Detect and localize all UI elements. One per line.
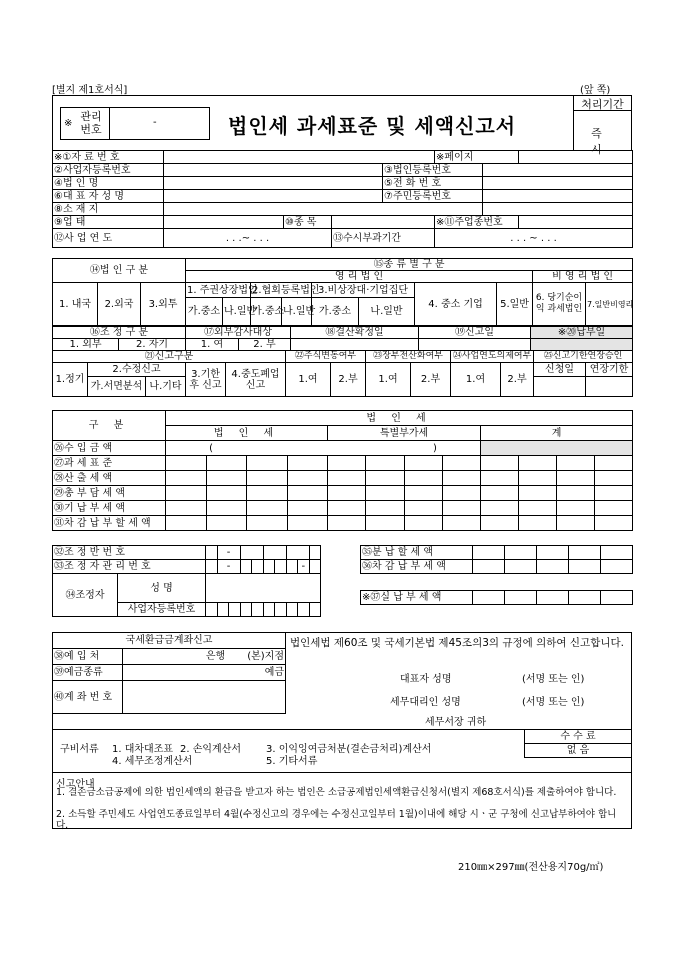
occasional-period-field[interactable]: . . . ~ . . . (435, 229, 633, 248)
label: ㉟분 납 할 세 액 (361, 546, 473, 560)
business-type-field[interactable] (164, 216, 284, 229)
amount-cell[interactable] (366, 501, 404, 516)
label: ※㊲실 납 부 세 액 (361, 591, 473, 605)
notice-item: 1. 결손금소급공제에 의한 법인세액의 환급을 받고자 하는 법인은 소급공제법인세액환급신청서(별지 제68호서식)를 제출하여야 합니다. (56, 787, 617, 798)
agent-signature-label: 세무대리인 성명 (390, 697, 461, 708)
option[interactable]: 가.중소 (186, 298, 223, 326)
option-late[interactable]: 3.기한후 신고 (186, 363, 226, 397)
option[interactable]: 가.중소 (251, 298, 282, 326)
option-nonprofit-general[interactable]: 7.일반비영리 (586, 283, 633, 326)
address-field[interactable] (164, 203, 483, 216)
label: ㉖수 입 금 액 (53, 441, 166, 456)
amount-cell[interactable] (328, 486, 366, 501)
business-reg-field[interactable] (164, 164, 383, 177)
paren: ( (209, 442, 213, 454)
amount-cell[interactable] (328, 516, 366, 531)
amount-cell[interactable] (442, 501, 480, 516)
option[interactable]: 1.여 (366, 363, 411, 397)
amount-cell[interactable] (481, 501, 519, 516)
label: ㉞조정자 (53, 574, 118, 617)
label: ㉕신고기한연장승인 (534, 351, 633, 363)
option-written[interactable]: 가.서면분석 (88, 377, 146, 397)
adjuster-name-field[interactable] (206, 574, 321, 603)
label: ㉝조 정 자 관 리 번 호 (53, 560, 206, 574)
amount-cell[interactable] (595, 486, 633, 501)
label: ㊴예금종류 (53, 665, 123, 681)
label: ㊵계 좌 번 호 (53, 681, 123, 714)
label: ㉚기 납 부 세 액 (53, 501, 166, 516)
amount-cell[interactable] (206, 486, 247, 501)
amount-cell[interactable] (206, 471, 247, 486)
amount-cell[interactable] (557, 516, 595, 531)
amount-cell[interactable] (247, 471, 288, 486)
option[interactable]: 1. 여 (186, 339, 239, 351)
amount-cell[interactable] (247, 501, 288, 516)
label: ㉛차 감 납 부 할 세 액 (53, 516, 166, 531)
amount-cell[interactable] (404, 501, 442, 516)
installment-table (360, 545, 633, 574)
amount-cell[interactable] (247, 516, 288, 531)
label: ⑧소 재 지 (53, 203, 164, 216)
amount-cell[interactable] (166, 471, 207, 486)
label: ㉗과 세 표 준 (53, 456, 166, 471)
doc-item: 5. 기타서류 (266, 756, 318, 767)
label: 구 분 (53, 411, 166, 441)
bank-field[interactable] (123, 649, 286, 665)
amount-cell[interactable] (481, 516, 519, 531)
amount-cell[interactable] (366, 471, 404, 486)
label: 비 영 리 법 인 (533, 271, 633, 283)
amount-cell[interactable] (328, 501, 366, 516)
option[interactable]: 나.일반 (282, 298, 312, 326)
phone-field[interactable] (483, 177, 633, 190)
option-domestic[interactable]: 1. 내국 (53, 283, 98, 326)
label: ㊳예 입 처 (53, 649, 123, 665)
amount-cell[interactable] (442, 471, 480, 486)
amount-cell[interactable] (442, 456, 480, 471)
label: ⑮종 류 별 구 분 (186, 259, 633, 271)
label: ⑲신고일 (419, 327, 531, 339)
branch-unit: (본)지점 (247, 651, 285, 662)
amount-cell[interactable] (404, 516, 442, 531)
item-field[interactable] (332, 216, 435, 229)
bank-unit: 은행 (205, 651, 226, 662)
classification-table (52, 258, 633, 326)
label: ㉒주식변동여부 (286, 351, 366, 363)
label: ※페이지 (435, 151, 519, 164)
mark: ※ (64, 118, 73, 129)
amount-cell[interactable] (287, 471, 328, 486)
label: ⑨업 태 (53, 216, 164, 229)
amount-cell[interactable] (442, 516, 480, 531)
option[interactable]: 나.일반 (359, 298, 415, 326)
actual-pay-table (360, 590, 633, 605)
amount-cell[interactable] (557, 486, 595, 501)
amount-cell[interactable] (557, 456, 595, 471)
label: 성 명 (118, 574, 206, 603)
paper-spec: 210㎜×297㎜(전산용지70g/㎡) (458, 862, 604, 873)
label: 계 (481, 426, 633, 441)
label: 2.협회등록법인 (252, 284, 320, 296)
option[interactable]: 나.일반 (223, 298, 251, 326)
tax-amount-table (52, 410, 633, 531)
label: ②사업자등록번호 (53, 164, 164, 177)
rep-sign-mark: (서명 또는 인) (522, 674, 585, 685)
table-row (53, 516, 633, 531)
dash: - (217, 560, 240, 574)
amount-cell[interactable] (595, 501, 633, 516)
page-field[interactable] (519, 151, 633, 164)
amount-cell[interactable] (519, 471, 557, 486)
label: ※⑳납부일 (531, 327, 633, 339)
doc-item: 1. 대차대조표 (112, 744, 174, 755)
settle-date-field[interactable] (291, 339, 419, 351)
amount-cell[interactable] (595, 456, 633, 471)
amount-cell[interactable] (287, 501, 328, 516)
form-title: 법인세 과세표준 및 세액신고서 (228, 114, 517, 138)
fee-label: 수 수 료 (525, 730, 632, 744)
report-date-field[interactable] (419, 339, 531, 351)
label: 신청일 (534, 363, 586, 377)
option[interactable]: 2.부 (331, 363, 366, 397)
revenue-total (481, 441, 633, 456)
option-closure[interactable]: 4.중도폐업 신고 (226, 363, 286, 397)
label: ※①자 료 번 호 (53, 151, 164, 164)
account-number-field[interactable] (123, 681, 286, 714)
option[interactable]: 가.중소 (312, 298, 359, 326)
table-row (53, 501, 633, 516)
label: ⑱결산확정일 (291, 327, 419, 339)
label: 연장기한 (586, 363, 633, 377)
corp-reg-field[interactable] (483, 164, 633, 177)
amount-cell[interactable] (247, 486, 288, 501)
corp-name-field[interactable] (164, 177, 383, 190)
label: 특별부가세 (328, 426, 481, 441)
amount-cell[interactable] (328, 471, 366, 486)
revenue-field[interactable] (166, 441, 481, 456)
processing-period (573, 96, 631, 156)
label: ⑰외부감사대상 (186, 327, 291, 339)
address-field-2[interactable] (483, 203, 633, 216)
amount-cell[interactable] (519, 516, 557, 531)
amount-cell[interactable] (366, 516, 404, 531)
label: 법 인 세 (166, 411, 633, 426)
rep-name-field[interactable] (164, 190, 383, 203)
amount-cell[interactable] (481, 456, 519, 471)
amount-cell[interactable] (287, 516, 328, 531)
label: ㉜조 정 반 번 호 (53, 546, 206, 560)
label: 영 리 법 인 (186, 271, 533, 283)
amount-cell[interactable] (206, 516, 247, 531)
table-row (53, 486, 633, 501)
doc-item: 2. 손익계산서 (180, 744, 242, 755)
paren: ) (433, 442, 437, 454)
option[interactable]: 2.부 (501, 363, 534, 397)
industry-code-field[interactable] (519, 216, 633, 229)
resident-no-field[interactable] (483, 190, 633, 203)
apply-date-field[interactable] (534, 377, 586, 397)
amount-cell[interactable] (206, 501, 247, 516)
label: ⑩종 목 (284, 216, 332, 229)
label: 사업자등록번호 (118, 603, 206, 617)
label: ㉑신고구분 (53, 351, 286, 363)
page-side: (앞 쪽) (580, 85, 611, 96)
amount-cell[interactable] (595, 471, 633, 486)
option[interactable]: 2.부 (411, 363, 451, 397)
data-number-field[interactable] (164, 151, 435, 164)
header-box (52, 95, 632, 156)
deposit-type-field[interactable]: 예금 (123, 665, 286, 681)
pay-date-field (531, 339, 633, 351)
table-row (53, 471, 633, 486)
amount-cell[interactable] (366, 486, 404, 501)
amount-cell[interactable] (328, 456, 366, 471)
amount-cell[interactable] (442, 486, 480, 501)
management-number-box (60, 107, 210, 140)
declaration-text: 법인세법 제60조 및 국세기본법 제45조의3의 규정에 의하여 신고합니다. (290, 637, 624, 649)
amount-cell[interactable] (404, 486, 442, 501)
notice-title: 신고안내 (56, 779, 95, 790)
amount-cell[interactable] (557, 501, 595, 516)
management-number-label: 관리번호 (80, 110, 102, 136)
option[interactable]: 2. 자기 (119, 339, 186, 351)
doc-item: 3. 이익잉여금처분(결손금처리)계산서 (266, 744, 432, 755)
amount-cell[interactable] (206, 456, 247, 471)
label: 법 인 세 (166, 426, 328, 441)
dash: - (298, 560, 310, 574)
report-type-table (52, 350, 633, 397)
amount-cell[interactable] (519, 501, 557, 516)
label: 1. 주권상장법인 (187, 284, 258, 296)
processing-period-label: 처리기간 (574, 96, 631, 111)
option[interactable]: 2. 부 (239, 339, 291, 351)
addressee: 세무서장 귀하 (425, 717, 487, 728)
label: ㉘산 출 세 액 (53, 471, 166, 486)
amount-cell[interactable] (481, 486, 519, 501)
label: ⑬수시부과기간 (332, 229, 435, 248)
amount-cell[interactable] (366, 456, 404, 471)
processing-period-value: 즉 시 (591, 127, 614, 156)
label: ※⑪주업종번호 (435, 216, 519, 229)
amount-cell[interactable] (557, 471, 595, 486)
adjustment-table (52, 326, 633, 351)
agent-sign-mark: (서명 또는 인) (522, 697, 585, 708)
option-net-income[interactable]: 6. 당기순이익 과세법인 (533, 283, 586, 326)
label: ⑭법 인 구 분 (53, 259, 186, 283)
amount-cell[interactable] (481, 471, 519, 486)
option-foreign-invest[interactable]: 3.외투 (141, 283, 186, 326)
option[interactable]: 1.여 (286, 363, 331, 397)
amount-cell[interactable] (519, 486, 557, 501)
docs-label: 구비서류 (60, 744, 99, 755)
label: ④법 인 명 (53, 177, 164, 190)
table-row (53, 456, 633, 471)
label: ⑯조 정 구 분 (53, 327, 186, 339)
doc-item: 4. 세무조정계산서 (112, 756, 193, 767)
label: 3.비상장대·기업집단 (312, 283, 415, 298)
label: ㉔사업연도의제여부 (451, 351, 534, 363)
fee-table (524, 729, 632, 758)
refund-account-table (52, 632, 286, 714)
rep-signature-label: 대표자 성명 (400, 674, 452, 685)
ext-due-field[interactable] (586, 377, 633, 397)
label: ③법인등록번호 (383, 164, 483, 177)
label: ㉙총 부 담 세 액 (53, 486, 166, 501)
label: ⑤전 화 번 호 (383, 177, 483, 190)
amount-cell[interactable] (166, 501, 207, 516)
option-general[interactable]: 5.일반 (497, 283, 533, 326)
option-other[interactable]: 나.기타 (146, 377, 186, 397)
basic-info-table (52, 150, 633, 248)
amount-cell[interactable] (404, 471, 442, 486)
amount-cell[interactable] (287, 486, 328, 501)
label: ㉓장부전산화여부 (366, 351, 451, 363)
amount-cell[interactable] (166, 456, 207, 471)
label: ⑦주민등록번호 (383, 190, 483, 203)
fiscal-year-field[interactable]: . . .~ . . . (164, 229, 332, 248)
option[interactable]: 1. 외부 (53, 339, 119, 351)
option-regular[interactable]: 1.정기 (53, 363, 88, 397)
form-number: [별지 제1호서식] (52, 85, 128, 96)
amount-cell[interactable] (404, 456, 442, 471)
amount-cell[interactable] (166, 486, 207, 501)
option[interactable]: 1.여 (451, 363, 501, 397)
label: ⑫사 업 연 도 (53, 229, 164, 248)
option-foreign[interactable]: 2.외국 (98, 283, 141, 326)
amount-cell[interactable] (595, 516, 633, 531)
option-sme[interactable]: 4. 중소 기업 (415, 283, 497, 326)
amount-cell[interactable] (247, 456, 288, 471)
fee-value: 없 음 (525, 744, 632, 758)
label: 국세환급금계좌신고 (53, 633, 286, 649)
label: ⑥대 표 자 성 명 (53, 190, 164, 203)
dash: - (217, 546, 240, 560)
amount-cell[interactable] (287, 456, 328, 471)
amount-cell[interactable] (519, 456, 557, 471)
management-number-value[interactable]: - (153, 117, 157, 128)
label: 2.수정신고 (88, 363, 186, 377)
amount-cell[interactable] (166, 516, 207, 531)
adjuster-table (52, 545, 321, 617)
label: ㊱차 감 납 부 세 액 (361, 560, 473, 574)
notice-item: 2. 소득할 주민세도 사업연도종료일부터 4월(수정신고의 경우에는 수정신고일부터 1월)이내에 해당 시ㆍ군 구청에 신고납부하여야 합니다. (56, 809, 617, 831)
